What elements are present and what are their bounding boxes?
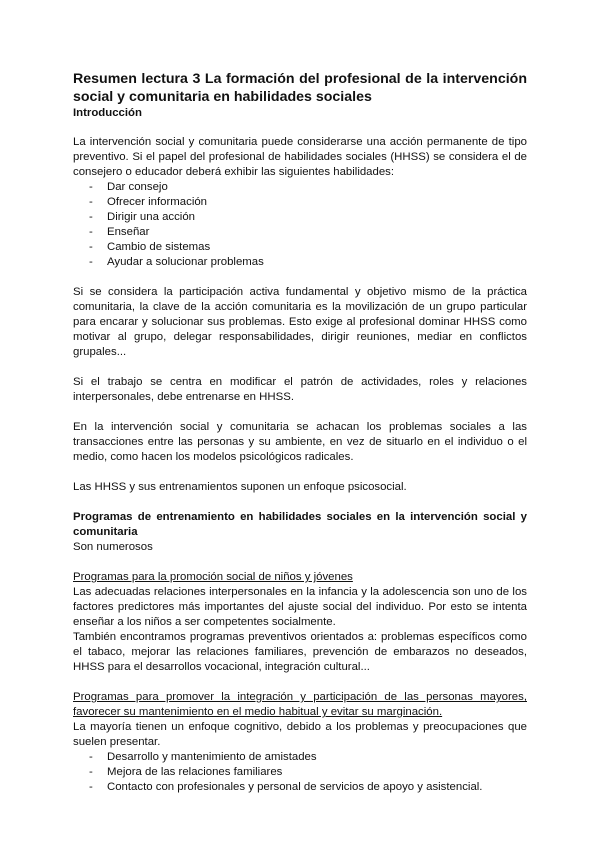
children-paragraph-1: Las adecuadas relaciones interpersonales en la infancia y la adolescencia son uno de los factores predictores más importantes del ajuste social del individuo. Por esto se intenta enseñar a los niños a ser competentes socialmente. [73, 586, 527, 628]
list-item: - Ayudar a solucionar problemas [89, 255, 527, 270]
paragraph-work: Si el trabajo se centra en modificar el patrón de actividades, roles y relaciones interpersonales, debe entrenarse en HHSS. [73, 376, 527, 403]
intro-heading: Introducción [73, 107, 142, 119]
elderly-list [73, 750, 527, 795]
children-paragraph-2: También encontramos programas preventivos orientados a: problemas específicos como el tabaco, mejorar las relaciones familiares, prevención de embarazos no deseados, HHSS para el desarrollos vocacional, integración cultural... [73, 631, 527, 673]
list-item: - Contacto con profesionales y personal de servicios de apoyo y asistencial. [89, 780, 527, 795]
children-heading: Programas para la promoción social de niños y jóvenes [73, 571, 353, 583]
paragraph-participation: Si se considera la participación activa fundamental y objetivo mismo de la práctica comunitaria, la clave de la acción comunitaria es la movilización de un grupo particular para encarar y solucionar sus problemas. Esto exige al profesional dominar HHSS como motivar al grupo, delegar responsabilidades, dirigir reuniones, mediar en conflictos grupales... [73, 286, 527, 358]
paragraph-intervention: En la intervención social y comunitaria se achacan los problemas sociales a las transacciones entre las personas y su ambiente, en vez de situarlo en el individuo o el medio, como hacen los modelos psicológicos radicales. [73, 421, 527, 463]
elderly-paragraph: La mayoría tienen un enfoque cognitivo, debido a los problemas y preocupaciones que suelen presentar. [73, 721, 527, 748]
paragraph-psychosocial: Las HHSS y sus entrenamientos suponen un enfoque psicosocial. [73, 481, 407, 493]
document-title: Resumen lectura 3 La formación del profesional de la intervención social y comunitaria en habilidades sociales [73, 71, 527, 105]
programs-heading: Programas de entrenamiento en habilidades sociales en la intervención social y comunitaria [73, 511, 527, 538]
elderly-heading: Programas para promover la integración y participación de las personas mayores, favorecer su mantenimiento en el medio habitual y evitar su marginación. [73, 691, 527, 718]
list-item: - Dirigir una acción [89, 210, 527, 225]
list-item: - Dar consejo [89, 180, 527, 195]
intro-paragraph: La intervención social y comunitaria puede considerarse una acción permanente de tipo preventivo. Si el papel del profesional de habilidades sociales (HHSS) se considera el de consejero o educador deberá exhibir las siguientes habilidades: [73, 136, 527, 178]
list-item: - Cambio de sistemas [89, 240, 527, 255]
skills-list [73, 180, 527, 270]
programs-note: Son numerosos [73, 541, 153, 553]
list-item: - Ofrecer información [89, 195, 527, 210]
list-item: - Enseñar [89, 225, 527, 240]
list-item: - Mejora de las relaciones familiares [89, 765, 527, 780]
list-item: - Desarrollo y mantenimiento de amistades [89, 750, 527, 765]
